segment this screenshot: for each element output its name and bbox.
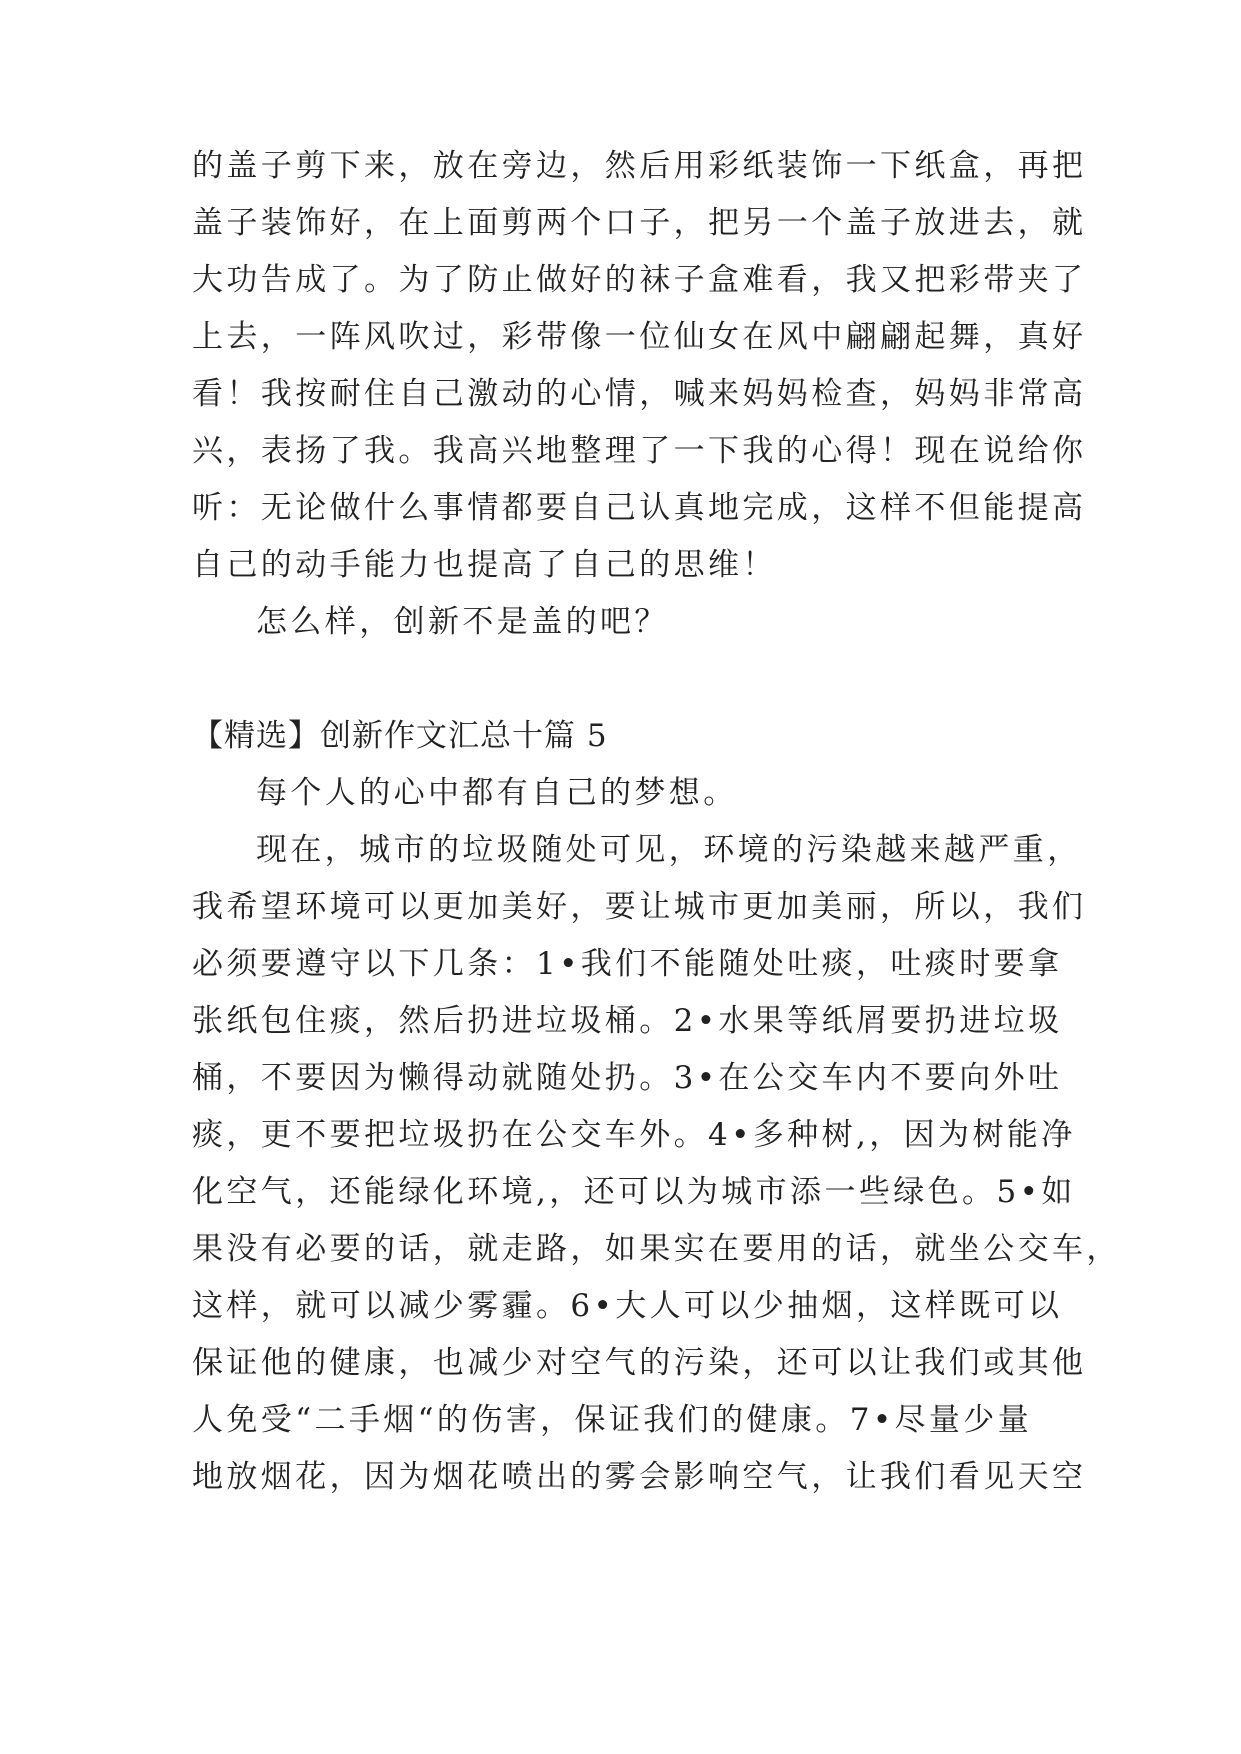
text-line: 地放烟花，因为烟花喷出的雾会影响空气，让我们看见天空 bbox=[192, 1459, 1087, 1495]
paragraph-intro: 每个人的心中都有自己的梦想。 bbox=[256, 775, 738, 811]
text-line: 的盖子剪下来，放在旁边，然后用彩纸装饰一下纸盒，再把 bbox=[192, 148, 1087, 184]
text-line: 桶，不要因为懒得动就随处扔。3•在公交车内不要向外吐 bbox=[192, 1060, 1063, 1096]
text-line: 痰，更不要把垃圾扔在公交车外。4•多种树,，因为树能净 bbox=[192, 1117, 1076, 1153]
text-line: 保证他的健康，也减少对空气的污染，还可以让我们或其他 bbox=[192, 1345, 1087, 1381]
text-line: 张纸包住痰，然后扔进垃圾桶。2•水果等纸屑要扔进垃圾 bbox=[192, 1003, 1063, 1039]
text-line: 自己的动手能力也提高了自己的思维！ bbox=[192, 547, 777, 583]
text-line: 必须要遵守以下几条：1•我们不能随处吐痰，吐痰时要拿 bbox=[192, 946, 1063, 982]
text-line: 这样，就可以减少雾霾。6•大人可以少抽烟，这样既可以 bbox=[192, 1288, 1063, 1324]
text-line: 化空气，还能绿化环境,，还可以为城市添一些绿色。5•如 bbox=[192, 1174, 1076, 1210]
paragraph-first-line: 现在，城市的垃圾随处可见，环境的污染越来越严重， bbox=[256, 832, 1082, 868]
text-line: 上去，一阵风吹过，彩带像一位仙女在风中翩翩起舞，真好 bbox=[192, 319, 1087, 355]
closing-paragraph: 怎么样，创新不是盖的吧？ bbox=[256, 604, 669, 640]
text-line: 盖子装饰好，在上面剪两个口子，把另一个盖子放进去，就 bbox=[192, 205, 1087, 241]
text-line: 听：无论做什么事情都要自己认真地完成，这样不但能提高 bbox=[192, 490, 1087, 526]
text-line: 大功告成了。为了防止做好的袜子盒难看，我又把彩带夹了 bbox=[192, 262, 1087, 298]
text-line: 看！我按耐住自己激动的心情，喊来妈妈检查，妈妈非常高 bbox=[192, 376, 1087, 412]
text-line: 果没有必要的话，就走路，如果实在要用的话，就坐公交车， bbox=[192, 1231, 1121, 1267]
section-heading: 【精选】创新作文汇总十篇 5 bbox=[192, 718, 608, 754]
text-line: 人免受“二手烟“的伤害，保证我们的健康。7•尽量少量 bbox=[192, 1402, 1033, 1438]
text-line: 我希望环境可以更加美好，要让城市更加美丽，所以，我们 bbox=[192, 889, 1087, 925]
text-line: 兴，表扬了我。我高兴地整理了一下我的心得！现在说给你 bbox=[192, 433, 1087, 469]
